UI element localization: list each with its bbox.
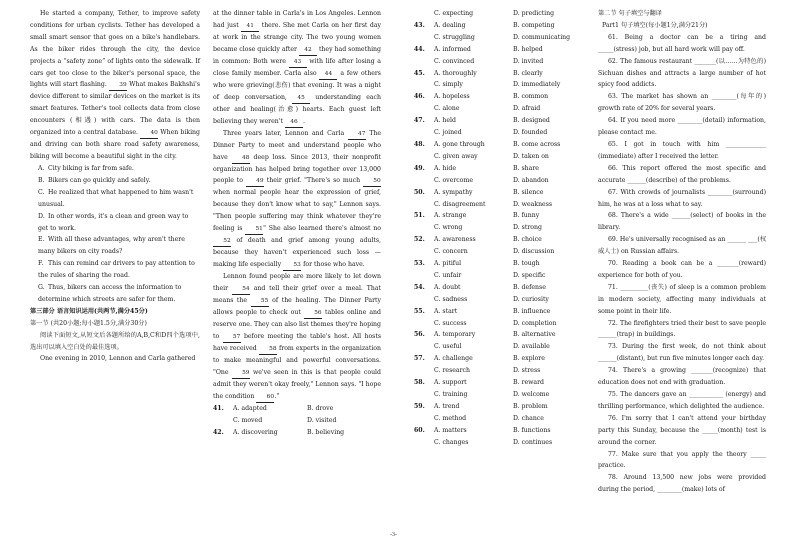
instructions: 阅读下面短文,从短文后各题所给的A,B,C和D四个选项中,选出可以填入空白处的最佳选项。	[30, 331, 200, 351]
item-number: 65.	[608, 140, 618, 148]
question-row	[414, 103, 592, 115]
option-item	[38, 175, 200, 187]
item-number: 76.	[608, 414, 618, 422]
column-3	[414, 8, 592, 449]
question-row	[414, 8, 592, 20]
question-number	[414, 222, 434, 234]
question-row	[414, 294, 592, 306]
fill-in-item	[598, 163, 766, 187]
answer-option: C. moved	[233, 416, 263, 424]
item-text: With crowds of journalists ________(surround) him, he was at a loss what to say.	[598, 188, 767, 208]
answer-option: D. immediately	[513, 81, 561, 89]
question-number: 49.	[414, 164, 425, 172]
question-number: 56.	[414, 331, 425, 339]
answer-option: D. completion	[513, 319, 557, 327]
item-number: 67.	[608, 188, 618, 196]
answer-option: A. dealing	[434, 21, 466, 29]
item-text: Make sure that you apply the theory _____ practice.	[598, 450, 766, 470]
section-one-heading: 第一节 (共20小题;每小题1.5分,满分30分)	[30, 319, 147, 327]
option-text: He realized that what happened to him wasn't unusual.	[38, 188, 194, 208]
question-row	[414, 413, 592, 425]
answer-option: C. alone	[434, 105, 460, 113]
item-text: During the first week, do not think about ______(distant), but run five minutes longer each day.	[598, 343, 766, 363]
answer-option: C. convinced	[434, 57, 475, 65]
question-number	[414, 294, 434, 306]
blank-44: 44	[319, 70, 337, 80]
blank-48: 48	[232, 154, 250, 164]
answer-option: C. success	[434, 319, 467, 327]
answer-option: D. chance	[513, 414, 544, 422]
item-text: The famous restaurant _______(以……为特色的) Sichuan dishes and attracts a large number of hot spicy food addicts.	[598, 57, 766, 89]
fill-in-item	[598, 139, 766, 163]
question-row	[414, 270, 592, 282]
question-number	[414, 389, 434, 401]
answer-option: A. support	[434, 379, 467, 387]
item-number: 71.	[608, 283, 618, 291]
question-number	[414, 270, 434, 282]
answer-option: B. common	[513, 93, 549, 101]
question-row	[414, 389, 592, 401]
item-text: The dancers gave an ___________ (energy) and thrilling performance, which delighted the audience.	[598, 391, 767, 410]
item-number: 66.	[608, 164, 618, 172]
item-number: 63.	[608, 93, 618, 101]
blank-57: 57	[223, 333, 241, 343]
answer-option: B. alternative	[513, 331, 556, 339]
option-letter: B.	[38, 176, 45, 184]
option-item	[38, 211, 200, 235]
passage-paragraph: He started a company, Tether, to improve safety conditions for urban cyclists. Tether has developed a small smart sensor that goes on a bike's handlebars. As the biker rides through the city, the device projects a “safety zone” of lights onto the sidewalk. If cars get too close to the biker's personal space, the lights will start flashing. 39 What makes Bakhshi's device different to similar devices on the market is its smart features. Tether's tool collects data from close encounters (相遇) with cars. The data is then organized into a central database. 40 When biking and driving can both share road safety awareness, biking will become a beautiful sight in the city.	[30, 10, 201, 161]
answer-option: A. challenge	[434, 355, 473, 363]
answer-option: D. strong	[513, 224, 542, 232]
question-number: 60.	[414, 426, 425, 434]
question-list-right	[414, 8, 592, 449]
question-row	[414, 187, 592, 199]
answer-option: D. curiosity	[513, 295, 549, 303]
question-row	[414, 258, 592, 270]
answer-option: A. hide	[434, 164, 456, 172]
answer-option: B. share	[513, 164, 539, 172]
question-number	[414, 365, 434, 377]
answer-option: B. helped	[513, 45, 543, 53]
answer-option: B. choice	[513, 236, 542, 244]
passage-paragraph: Lennon found people are more likely to let down their 54 and tell their grief over a meal. That means the 55 of the healing. The Dinner Party allows people to check out 56 tables online and reserve one. They can also list themes they're hoping to 57 before meeting the table's host. All hosts have received 58 from experts in the organization to make meaningful and powerful conversations. "One 59 we've seen in this is that people could admit they weren't okay freely," Lennon says. "I hope the condition 60."	[213, 271, 381, 403]
answer-option: B. reward	[513, 379, 545, 387]
answer-option: A. matters	[434, 426, 467, 434]
fill-in-item	[598, 282, 766, 318]
item-text: If you need more ________(detail) information, please contact me.	[598, 117, 766, 137]
question-row	[213, 427, 381, 439]
item-text: I got in touch with him _____________ (immediate) after I received the letter.	[598, 140, 766, 160]
answer-option: B. funny	[513, 212, 540, 220]
answer-option: C. method	[434, 414, 467, 422]
section-two-heading: 第二节 句子填空与翻译	[598, 10, 662, 17]
fill-in-item	[598, 234, 766, 258]
column-1	[30, 8, 200, 365]
answer-option: D. available	[513, 343, 550, 351]
question-row	[414, 32, 592, 44]
item-text: There's a wide ______(select) of books in the library.	[598, 212, 766, 232]
question-number	[414, 413, 434, 425]
answer-option: B. explore	[513, 355, 545, 363]
column-4	[598, 8, 766, 496]
fill-in-item	[598, 258, 766, 282]
answer-option: A. discovering	[233, 428, 278, 436]
answer-option: D. afraid	[513, 105, 541, 113]
answer-option: D. specific	[513, 271, 546, 279]
question-row	[414, 425, 592, 437]
question-row	[414, 282, 592, 294]
answer-option: A. held	[434, 117, 456, 125]
item-number: 77.	[608, 450, 618, 458]
answer-option: C. research	[434, 367, 471, 375]
option-item	[38, 234, 200, 258]
answer-option: B. defense	[513, 283, 546, 291]
blank-42: 42	[299, 46, 317, 56]
blank-45: 45	[292, 94, 310, 104]
item-number: 68.	[608, 212, 618, 220]
question-row	[414, 341, 592, 353]
question-number	[414, 151, 434, 163]
option-letter: G.	[38, 284, 45, 292]
answer-option: A. hopeless	[434, 93, 470, 101]
question-number	[414, 341, 434, 353]
answer-option: B. functions	[513, 426, 551, 434]
question-row	[414, 246, 592, 258]
part-one-heading: Part1 句子填空(每小题1分,满分21分)	[602, 21, 708, 29]
question-row	[414, 437, 592, 449]
answer-option: C. overcome	[434, 176, 474, 184]
question-number: 50.	[414, 188, 425, 196]
question-number: 46.	[414, 93, 425, 101]
option-item	[38, 282, 200, 306]
answer-option: D. weakness	[513, 200, 553, 208]
item-number: 78.	[608, 474, 618, 482]
fill-in-item	[598, 413, 766, 449]
item-number: 64.	[608, 117, 618, 125]
answer-option: B. silence	[513, 188, 544, 196]
answer-option: D. invited	[513, 57, 544, 65]
option-list	[30, 163, 200, 306]
answer-option: A. thoroughly	[434, 69, 477, 77]
question-row	[414, 91, 592, 103]
option-text: With all these advantages, why aren't there many bikers on city roads?	[38, 236, 185, 256]
blank-49: 49	[246, 177, 264, 187]
answer-option: C. simply	[434, 81, 463, 89]
option-text: Bikers can go quickly and safely.	[48, 176, 151, 184]
blank-51: 51	[245, 225, 263, 235]
answer-option: C. joined	[434, 129, 462, 137]
fill-in-item	[598, 32, 766, 56]
question-number	[414, 175, 434, 187]
passage-paragraph: at the dinner table in Carla's in Los Angeles. Lennon had just 41 there. She met Carla on her first day at work in the strange city. The two young women became close quickly after 42 they had something in common: Both were 43 with life after losing a close family member. Carla also 44 a few others who were grieving(悲伤) that evening. It was a night of deep conversation, 45 understanding each other and healing(治愈) hearts. Each guest left believing they weren't 46 .	[213, 8, 381, 128]
answer-option: C. disagreement	[434, 200, 486, 208]
question-row	[414, 401, 592, 413]
question-number: 42.	[213, 428, 224, 436]
item-text: The firefighters tried their best to save people ______(trap) in buildings.	[598, 319, 766, 339]
question-row	[213, 415, 381, 427]
question-number	[414, 318, 434, 330]
question-row	[414, 210, 592, 222]
question-row	[414, 139, 592, 151]
fill-in-item	[598, 389, 766, 413]
answer-option: D. predicting	[513, 10, 555, 17]
blank-39: 39	[109, 81, 127, 91]
item-number: 75.	[608, 391, 618, 398]
answer-option: A. pitiful	[434, 260, 462, 268]
answer-option: B. designed	[513, 117, 550, 125]
option-text: This can remind car drivers to pay attention to the rules of sharing the road.	[38, 260, 195, 280]
answer-option: D. stress	[513, 367, 541, 375]
question-number: 57.	[414, 355, 425, 363]
option-item	[38, 187, 200, 211]
option-letter: A.	[38, 164, 45, 172]
question-number	[414, 246, 434, 258]
question-number: 47.	[414, 117, 425, 125]
answer-option: D. welcome	[513, 391, 550, 398]
item-text: _________(丧失) of sleep is a common problem in modern society, affecting many individuals at some point in their life.	[598, 283, 766, 315]
question-row	[414, 365, 592, 377]
question-row	[414, 175, 592, 187]
question-number: 58.	[414, 379, 425, 387]
answer-option: B. come across	[513, 140, 561, 148]
fill-in-item	[598, 91, 766, 115]
answer-option: C. training	[434, 391, 468, 398]
question-number: 48.	[414, 140, 425, 148]
fill-in-item	[598, 449, 766, 473]
question-row	[414, 115, 592, 127]
question-row	[414, 44, 592, 56]
question-number	[414, 103, 434, 115]
fill-in-item	[598, 341, 766, 365]
item-text: The market has shown an ________(每年的) growth rate of 20% for several years.	[598, 93, 766, 113]
answer-option: C. given away	[434, 152, 478, 160]
question-number	[414, 127, 434, 139]
option-letter: E.	[38, 236, 45, 244]
question-row	[414, 222, 592, 234]
item-text: He's universally recognised as an ______ ___(权威人士) on Russian affairs.	[598, 236, 767, 256]
question-number: 45.	[414, 69, 425, 77]
question-number: 52.	[414, 236, 425, 244]
question-row	[414, 306, 592, 318]
item-number: 73.	[608, 343, 618, 351]
answer-option: A. awareness	[434, 236, 476, 244]
blank-53: 53	[283, 261, 301, 271]
blank-52: 52	[213, 237, 231, 247]
item-number: 72.	[608, 319, 618, 327]
question-number	[414, 32, 434, 44]
item-text: Reading a book can be a _______(reward) experience for both of you.	[598, 260, 767, 279]
item-number: 61.	[608, 33, 618, 41]
question-number	[414, 56, 434, 68]
blank-50: 50	[363, 177, 381, 187]
item-text: Around 13,500 new jobs were provided during the period, ________(make) lots of	[598, 474, 767, 494]
answer-option: A. trend	[434, 402, 460, 410]
question-number	[414, 8, 434, 20]
question-row	[414, 377, 592, 389]
item-text: I'm sorry that I can't attend your birthday party this Sunday, because the _____(month) test is around the corner.	[598, 414, 766, 446]
option-letter: C.	[38, 188, 45, 196]
answer-option: A. sympathy	[434, 188, 473, 196]
question-number	[414, 437, 434, 449]
item-text: This report offered the most specific and accurate ______(describe) of the problems.	[598, 164, 766, 184]
question-number	[414, 199, 434, 211]
blank-47: 47	[348, 130, 366, 140]
question-number: 59.	[414, 402, 425, 410]
answer-option: D. visited	[307, 416, 337, 424]
question-row	[414, 20, 592, 32]
fill-in-item	[598, 472, 766, 496]
question-number: 43.	[414, 21, 425, 29]
fill-in-item	[598, 365, 766, 389]
column-2	[213, 8, 381, 438]
answer-option: C. unfair	[434, 271, 462, 279]
option-letter: F.	[38, 260, 44, 268]
option-letter: D.	[38, 212, 45, 220]
option-text: Thus, bikers can access the information to determine which streets are safer for them.	[38, 284, 182, 303]
passage-start: One evening in 2010, Lennon and Carla gathered	[40, 355, 196, 363]
answer-option: C. struggling	[434, 33, 475, 41]
answer-option: D. discussion	[513, 248, 555, 256]
item-number: 70.	[608, 260, 618, 268]
question-number	[213, 415, 233, 427]
question-row	[414, 151, 592, 163]
question-row	[414, 199, 592, 211]
item-text: Being a doctor can be a tiring and _____(stress) job, but all hard work will pay off.	[598, 33, 766, 53]
item-number: 74.	[608, 367, 618, 375]
question-number: 55.	[414, 307, 425, 315]
option-text: In other words, it's a clean and green way to get to work.	[38, 212, 189, 232]
page-number: -3-	[390, 532, 397, 538]
question-number: 51.	[414, 212, 425, 220]
question-row	[414, 79, 592, 91]
answer-option: B. influence	[513, 307, 551, 315]
answer-option: C. useful	[434, 343, 462, 351]
fill-in-item	[598, 318, 766, 342]
blank-54: 54	[232, 285, 250, 295]
question-number: 53.	[414, 260, 425, 268]
question-row	[414, 329, 592, 341]
question-number: 44.	[414, 45, 425, 53]
blank-46: 46	[285, 118, 303, 128]
question-row	[414, 353, 592, 365]
fill-in-item	[598, 187, 766, 211]
question-row	[414, 318, 592, 330]
answer-option: B. drove	[307, 404, 334, 412]
option-text: City biking is far from safe.	[48, 164, 134, 172]
answer-option: C. sadness	[434, 295, 468, 303]
answer-option: C. expecting	[434, 10, 474, 17]
answer-option: D. abandon	[513, 176, 549, 184]
question-row	[414, 234, 592, 246]
blank-58: 58	[259, 345, 277, 355]
question-row	[414, 163, 592, 175]
item-number: 62.	[608, 57, 618, 65]
answer-option: D. taken on	[513, 152, 549, 160]
question-row	[414, 127, 592, 139]
blank-40: 40	[140, 129, 158, 139]
answer-option: A. temporary	[434, 331, 476, 339]
passage-paragraph: Three years later, Lennon and Carla 47 The Dinner Party to meet and understand people who have 48 deep loss. Since 2013, their nonprofit organization has helped bring together over 13,000 people to 49 their grief. "There's so much 50 when normal people hear the expression of grief, because they don't know what to say," Lennon says. "Then people suffering may think whatever they're feeling is 51" She also learned there's almost no 52 of death and grief among young adults, because they haven't experienced such loss — making life especially 53 for those who have.	[213, 128, 381, 271]
answer-option: A. doubt	[434, 283, 461, 291]
answer-option: B. believing	[307, 428, 345, 436]
question-row	[414, 56, 592, 68]
answer-option: C. changes	[434, 438, 469, 446]
question-number	[414, 79, 434, 91]
blank-55: 55	[251, 297, 269, 307]
blank-41: 41	[241, 22, 259, 32]
answer-option: C. concern	[434, 248, 468, 256]
part-three-heading: 第三部分 语言知识运用(共两节,满分45分)	[30, 307, 148, 315]
question-row	[414, 68, 592, 80]
question-number: 41.	[213, 404, 224, 412]
answer-option: A. adapted	[233, 404, 267, 412]
option-item	[38, 163, 200, 175]
blank-60: 60	[256, 393, 274, 403]
blank-59: 59	[232, 369, 250, 379]
fill-in-list	[598, 32, 766, 496]
question-list-left	[213, 403, 381, 439]
answer-option: D. founded	[513, 129, 548, 137]
answer-option: B. clearly	[513, 69, 543, 77]
item-text: There's a growing _______(recognize) that education does not end with graduation.	[598, 367, 766, 387]
blank-56: 56	[304, 309, 322, 319]
fill-in-item	[598, 210, 766, 234]
question-row	[213, 403, 381, 415]
option-item	[38, 258, 200, 282]
answer-option: A. gone through	[434, 140, 485, 148]
answer-option: B. problem	[513, 402, 548, 410]
answer-option: C. wrong	[434, 224, 463, 232]
item-number: 69.	[608, 236, 618, 244]
question-number: 54.	[414, 283, 425, 291]
answer-option: D. continues	[513, 438, 553, 446]
answer-option: A. start	[434, 307, 458, 315]
answer-option: B. competing	[513, 21, 555, 29]
fill-in-item	[598, 56, 766, 92]
answer-option: D. communicating	[513, 33, 571, 41]
answer-option: A. informed	[434, 45, 471, 53]
blank-43: 43	[289, 58, 307, 68]
answer-option: B. tough	[513, 260, 540, 268]
fill-in-item	[598, 115, 766, 139]
answer-option: A. strange	[434, 212, 467, 220]
